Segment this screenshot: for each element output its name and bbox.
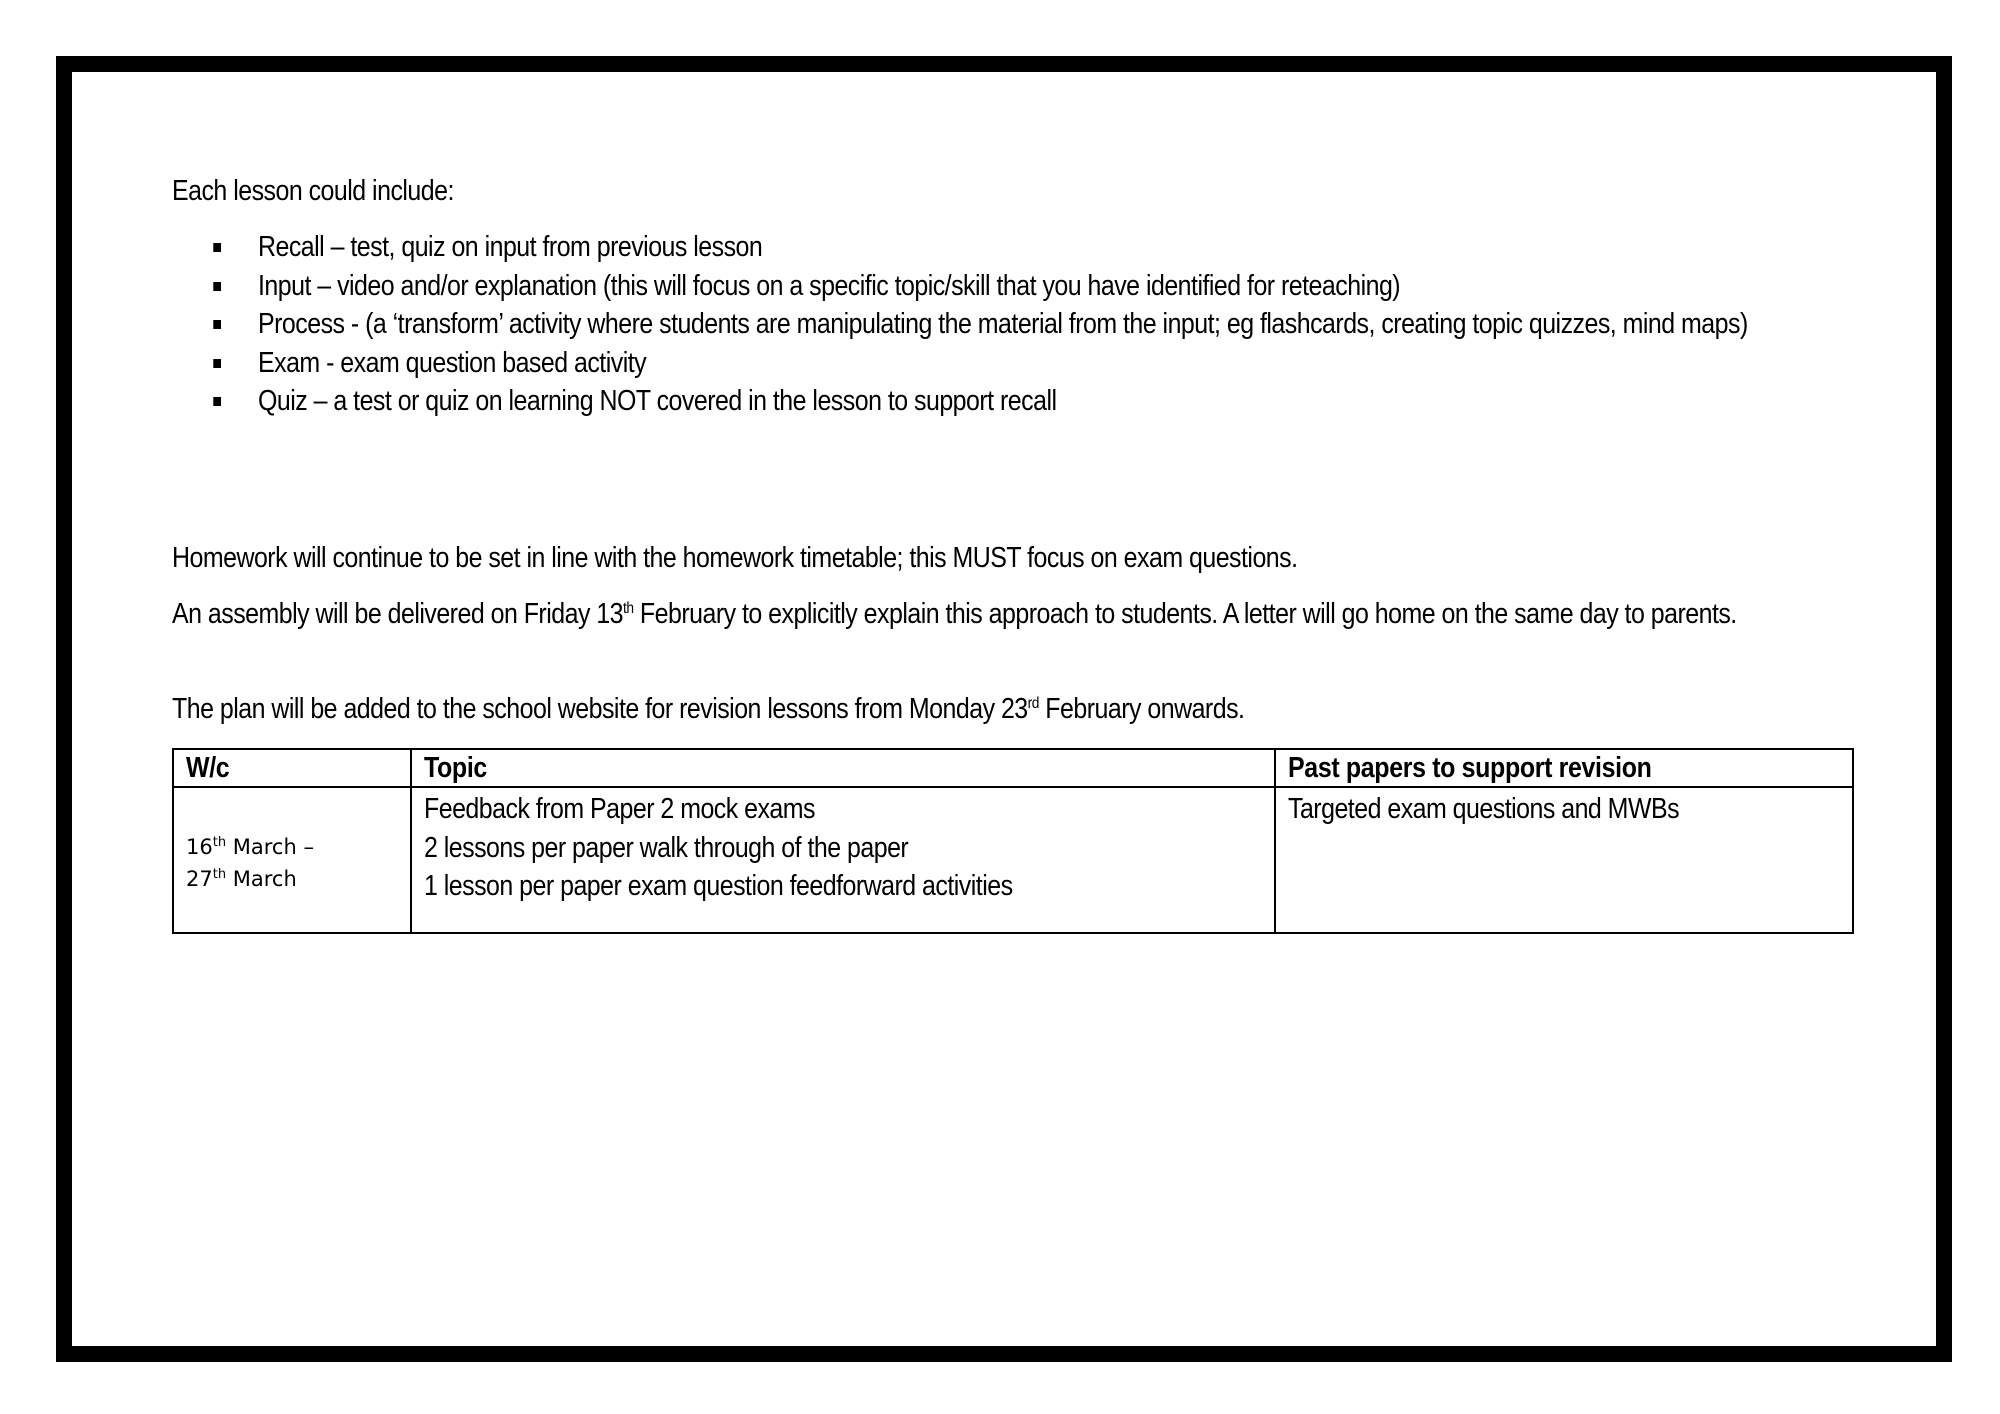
topic-cell [411, 787, 1275, 933]
topic-line: 2 lessons per paper walk through of the paper [424, 831, 909, 864]
date-start: 16th March – [186, 835, 314, 859]
table-row [173, 787, 1853, 933]
table-header-row [173, 749, 1853, 787]
assembly-paragraph: An assembly will be delivered on Friday 13th February to explicitly explain this approach to students. A letter will go home on the same day to parents. [172, 598, 1737, 630]
list-item: Quiz – a test or quiz on learning NOT covered in the lesson to support recall [172, 382, 1883, 421]
topic-line: 1 lesson per paper exam question feedforward activities [424, 870, 1013, 902]
past-papers-cell: Targeted exam questions and MWBs [1275, 787, 1853, 933]
date-end: 27th March [186, 867, 297, 891]
square-bullet-icon [213, 397, 221, 406]
column-header-past-papers: Past papers to support revision [1275, 749, 1853, 787]
square-bullet-icon [213, 243, 221, 252]
square-bullet-icon [213, 282, 221, 291]
week-commencing-cell [173, 787, 411, 933]
plan-paragraph: The plan will be added to the school website for revision lessons from Monday 23rd February onwards. [172, 693, 1245, 725]
topic-line: Feedback from Paper 2 mock exams [424, 793, 816, 825]
lesson-intro: Each lesson could include: [172, 175, 454, 207]
square-bullet-icon [213, 320, 221, 329]
column-header-topic: Topic [411, 749, 1275, 787]
list-item: Process - (a ‘transform’ activity where students are manipulating the material from the input; eg flashcards, creating topic quizzes, mind maps) [172, 305, 1883, 344]
list-item: Exam - exam question based activity [172, 344, 1883, 383]
column-header-wc: W/c [173, 749, 411, 787]
homework-paragraph: Homework will continue to be set in line with the homework timetable; this MUST focus on exam questions. [172, 542, 1298, 574]
square-bullet-icon [213, 359, 221, 368]
lesson-component-list [172, 228, 1883, 421]
list-item: Input – video and/or explanation (this will focus on a specific topic/skill that you have identified for reteaching) [172, 267, 1883, 306]
revision-plan-table [172, 748, 1854, 934]
list-item: Recall – test, quiz on input from previous lesson [172, 228, 1883, 267]
